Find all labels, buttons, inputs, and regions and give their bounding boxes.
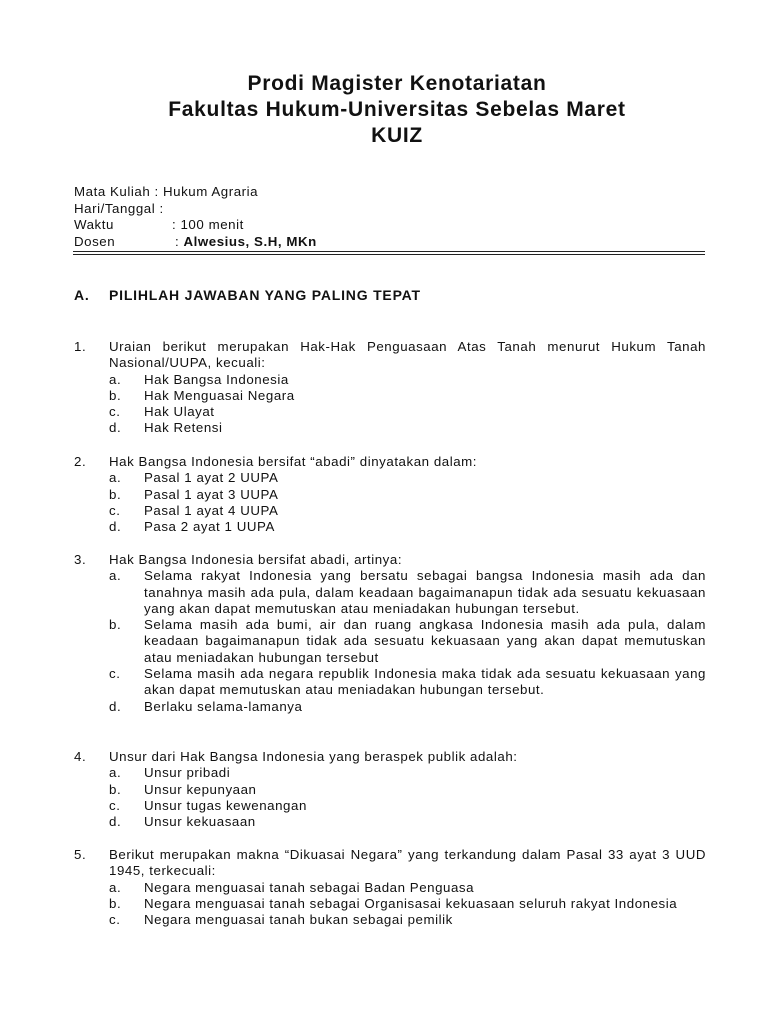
option-letter: c. xyxy=(109,404,121,420)
option-text: Selama rakyat Indonesia yang bersatu sebagai bangsa Indonesia masih ada dan tanahnya masih ada pula, dalam keadaan bagaimanapun tidak ada sesuatu kekuasaan yang akan dapat memutuskan atau meniadakan hubungan tersebut. xyxy=(144,568,706,616)
question-number: 3. xyxy=(74,552,87,567)
option-text: Pasa 2 ayat 1 UUPA xyxy=(144,519,275,535)
question-number: 5. xyxy=(74,847,87,862)
time-value: : 100 menit xyxy=(172,217,244,232)
option-b xyxy=(109,617,706,666)
lecturer-value-wrap xyxy=(175,234,317,251)
lecturer-value: Alwesius, S.H, MKn xyxy=(183,233,317,249)
option-letter: a. xyxy=(109,879,122,895)
option-text: Unsur kepunyaan xyxy=(144,781,257,797)
option-text: Negara menguasai tanah sebagai Badan Penguasa xyxy=(144,879,475,895)
option-text: Pasal 1 ayat 2 UUPA xyxy=(144,470,279,486)
option-a xyxy=(109,880,706,896)
option-letter: d. xyxy=(109,420,122,436)
option-letter: a. xyxy=(109,470,122,486)
option-a xyxy=(109,568,706,617)
option-letter: d. xyxy=(109,519,122,535)
question-text: Unsur dari Hak Bangsa Indonesia yang beraspek publik adalah: xyxy=(109,749,518,764)
question-5 xyxy=(74,847,706,928)
question-1 xyxy=(74,339,706,437)
question-number: 1. xyxy=(74,339,87,354)
lecturer-label: Dosen xyxy=(74,233,116,249)
question-text: Uraian berikut merupakan Hak-Hak Penguasaan Atas Tanah menurut Hukum Tanah Nasional/UUPA, kecuali: xyxy=(109,339,706,371)
question-2 xyxy=(74,454,706,535)
section-number: A. xyxy=(74,287,90,303)
program-title: Prodi Magister Kenotariatan xyxy=(247,72,547,95)
option-letter: c. xyxy=(109,502,121,518)
option-text: Berlaku selama-lamanya xyxy=(144,698,303,714)
option-letter: c. xyxy=(109,666,121,682)
option-b xyxy=(109,896,706,912)
option-c xyxy=(109,912,706,928)
option-a xyxy=(109,372,706,388)
option-letter: a. xyxy=(109,371,122,387)
divider-line-top xyxy=(73,251,705,252)
course-label: Mata Kuliah : Hukum Agraria xyxy=(74,184,259,199)
time-label: Waktu xyxy=(74,217,114,232)
option-d xyxy=(109,420,706,436)
question-text: Hak Bangsa Indonesia bersifat “abadi” dinyatakan dalam: xyxy=(109,454,478,469)
option-text: Hak Retensi xyxy=(144,420,223,436)
option-letter: d. xyxy=(109,698,122,714)
option-text: Unsur pribadi xyxy=(144,765,231,781)
question-number: 2. xyxy=(74,454,87,469)
option-c xyxy=(109,798,706,814)
option-letter: b. xyxy=(109,617,122,633)
document-header xyxy=(0,71,768,149)
option-text: Unsur tugas kewenangan xyxy=(144,797,307,813)
option-c xyxy=(109,404,706,420)
option-text: Selama masih ada negara republik Indonesia maka tidak ada sesuatu kekuasaan yang akan dapat memutuskan atau meniadakan hubungan tersebut. xyxy=(144,666,706,698)
option-d xyxy=(109,699,706,715)
option-c xyxy=(109,666,706,699)
option-text: Pasal 1 ayat 3 UUPA xyxy=(144,486,279,502)
option-text: Selama masih ada bumi, air dan ruang angkasa Indonesia masih ada pula, dalam keadaan bagaimanapun tidak ada sesuatu kekuasaan yang akan dapat memutuskan atau meniadakan hubungan tersebut xyxy=(144,617,706,665)
lecturer-colon: : xyxy=(175,233,180,249)
option-letter: c. xyxy=(109,797,121,813)
option-text: Pasal 1 ayat 4 UUPA xyxy=(144,502,279,518)
option-b xyxy=(109,487,706,503)
option-a xyxy=(109,470,706,486)
option-letter: c. xyxy=(109,912,121,928)
option-letter: a. xyxy=(109,765,122,781)
option-letter: d. xyxy=(109,814,122,830)
option-text: Hak Bangsa Indonesia xyxy=(144,371,289,387)
option-b xyxy=(109,782,706,798)
option-text: Negara menguasai tanah sebagai Organisasai kekuasaan seluruh rakyat Indonesia xyxy=(144,895,678,911)
option-text: Hak Ulayat xyxy=(144,404,215,420)
option-letter: b. xyxy=(109,387,122,403)
option-c xyxy=(109,503,706,519)
option-a xyxy=(109,765,706,781)
option-letter: a. xyxy=(109,568,122,584)
option-text: Negara menguasai tanah bukan sebagai pemilik xyxy=(144,912,453,928)
option-d xyxy=(109,814,706,830)
question-3 xyxy=(74,552,706,715)
option-letter: b. xyxy=(109,895,122,911)
date-label: Hari/Tanggal : xyxy=(74,200,164,216)
question-text: Hak Bangsa Indonesia bersifat abadi, artinya: xyxy=(109,552,403,567)
option-text: Hak Menguasai Negara xyxy=(144,387,295,403)
question-text: Berikut merupakan makna “Dikuasai Negara” yang terkandung dalam Pasal 33 ayat 3 UUD 1945, terkecuali: xyxy=(109,847,706,879)
quiz-title: KUIZ xyxy=(371,124,423,147)
option-d xyxy=(109,519,706,535)
question-4 xyxy=(74,749,706,830)
faculty-title: Fakultas Hukum-Universitas Sebelas Maret xyxy=(168,98,626,121)
divider-line-bottom xyxy=(73,254,705,255)
option-text: Unsur kekuasaan xyxy=(144,814,256,830)
question-number: 4. xyxy=(74,749,87,764)
option-b xyxy=(109,388,706,404)
option-letter: b. xyxy=(109,486,122,502)
section-title: PILIHLAH JAWABAN YANG PALING TEPAT xyxy=(109,287,421,303)
option-letter: b. xyxy=(109,781,122,797)
